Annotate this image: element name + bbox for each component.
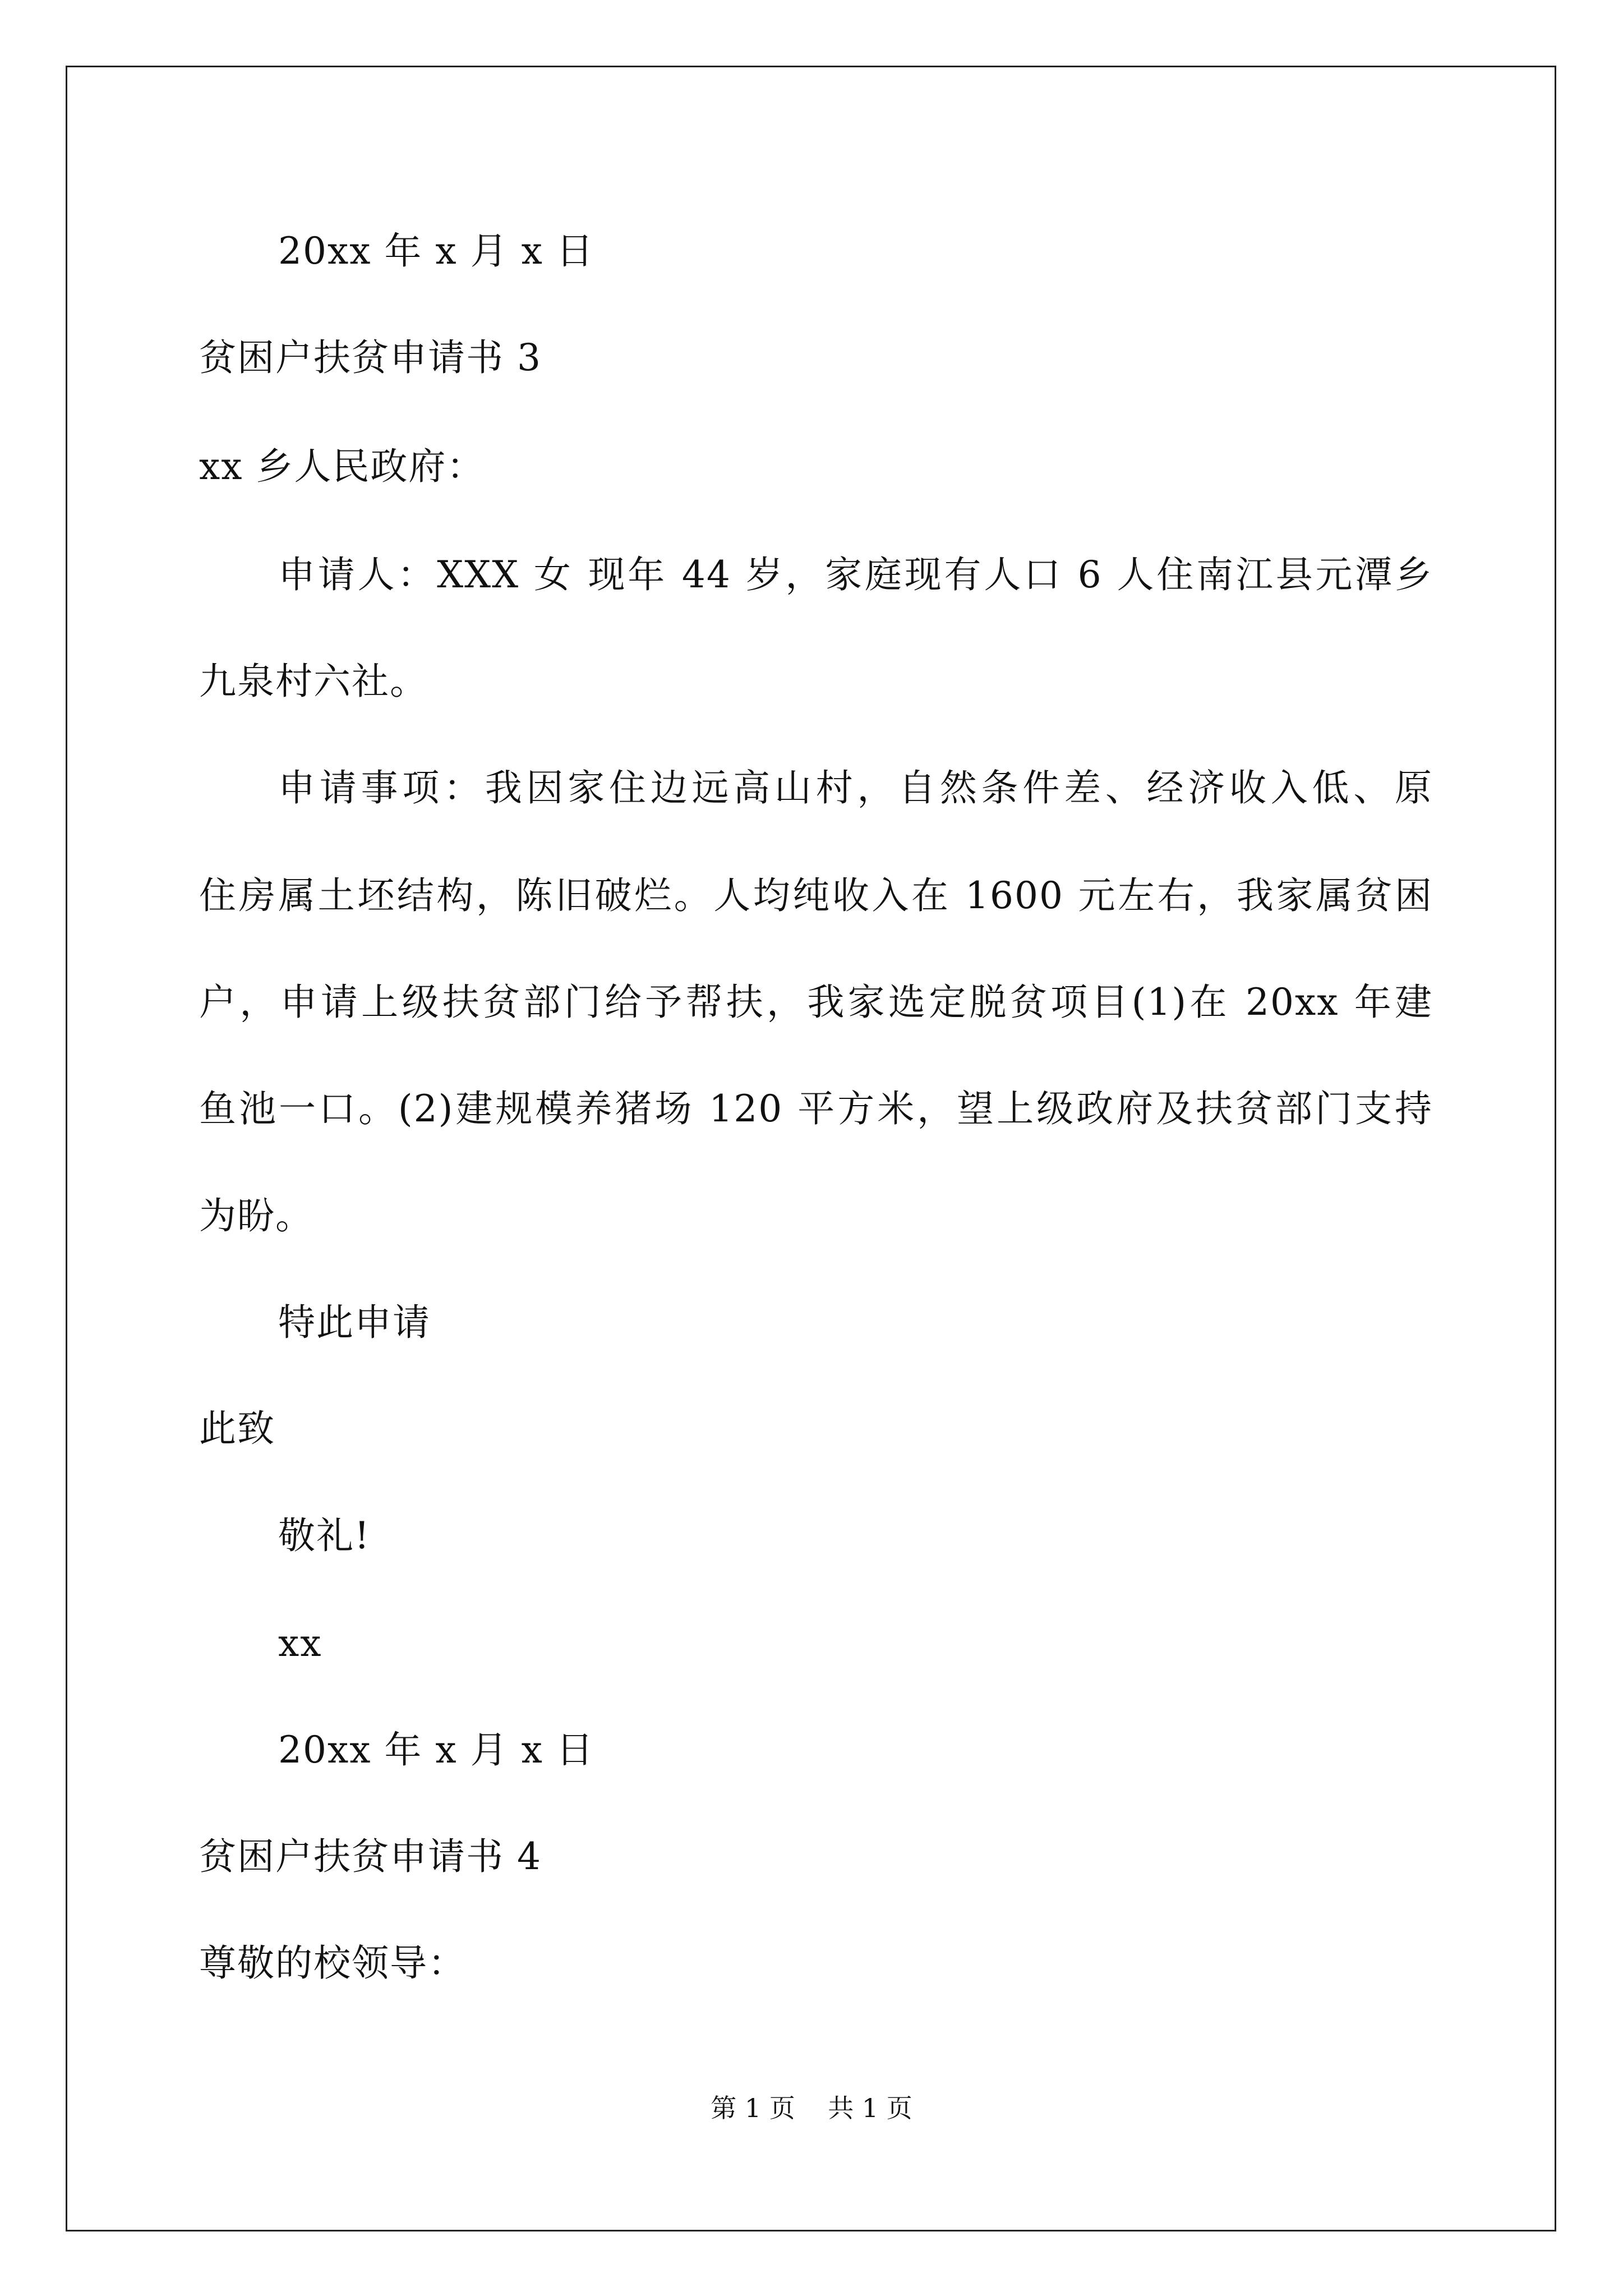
date-line: 20xx 年 x 月 x 日 xyxy=(278,229,594,273)
salutation-line: xx 乡人民政府： xyxy=(199,445,485,488)
request-paragraph-line-2: 住房属土坯结构，陈旧破烂。人均纯收入在 1600 元左右，我家属贫困 xyxy=(199,874,1433,917)
applicant-paragraph-line-1: 申请人：XXX 女 现年 44 岁，家庭现有人口 6 人住南江县元潭乡 xyxy=(278,553,1433,596)
salutation-line-4: 尊敬的校领导： xyxy=(199,1941,466,1985)
request-paragraph-line-4: 鱼池一口。(2)建规模养猪场 120 平方米，望上级政府及扶贫部门支持 xyxy=(199,1087,1433,1130)
request-paragraph-line-5: 为盼。 xyxy=(199,1194,313,1237)
section-heading-4: 贫困户扶贫申请书 4 xyxy=(199,1835,542,1878)
signature-date: 20xx 年 x 月 x 日 xyxy=(278,1728,594,1772)
section-heading-3: 贫困户扶贫申请书 3 xyxy=(199,336,542,379)
closing-statement: 特此申请 xyxy=(278,1301,431,1344)
page-border xyxy=(66,66,1556,2231)
signature-name: xx xyxy=(278,1622,322,1665)
request-paragraph-line-3: 户，申请上级扶贫部门给予帮扶，我家选定脱贫项目(1)在 20xx 年建 xyxy=(199,981,1433,1024)
page-footer: 第 1 页 共 1 页 xyxy=(711,2093,912,2123)
closing-salute: 敬礼! xyxy=(278,1514,371,1557)
closing-phrase: 此致 xyxy=(199,1407,275,1450)
applicant-paragraph-line-2: 九泉村六社。 xyxy=(199,660,428,703)
request-paragraph-line-1: 申请事项：我因家住边远高山村，自然条件差、经济收入低、原 xyxy=(278,766,1433,809)
